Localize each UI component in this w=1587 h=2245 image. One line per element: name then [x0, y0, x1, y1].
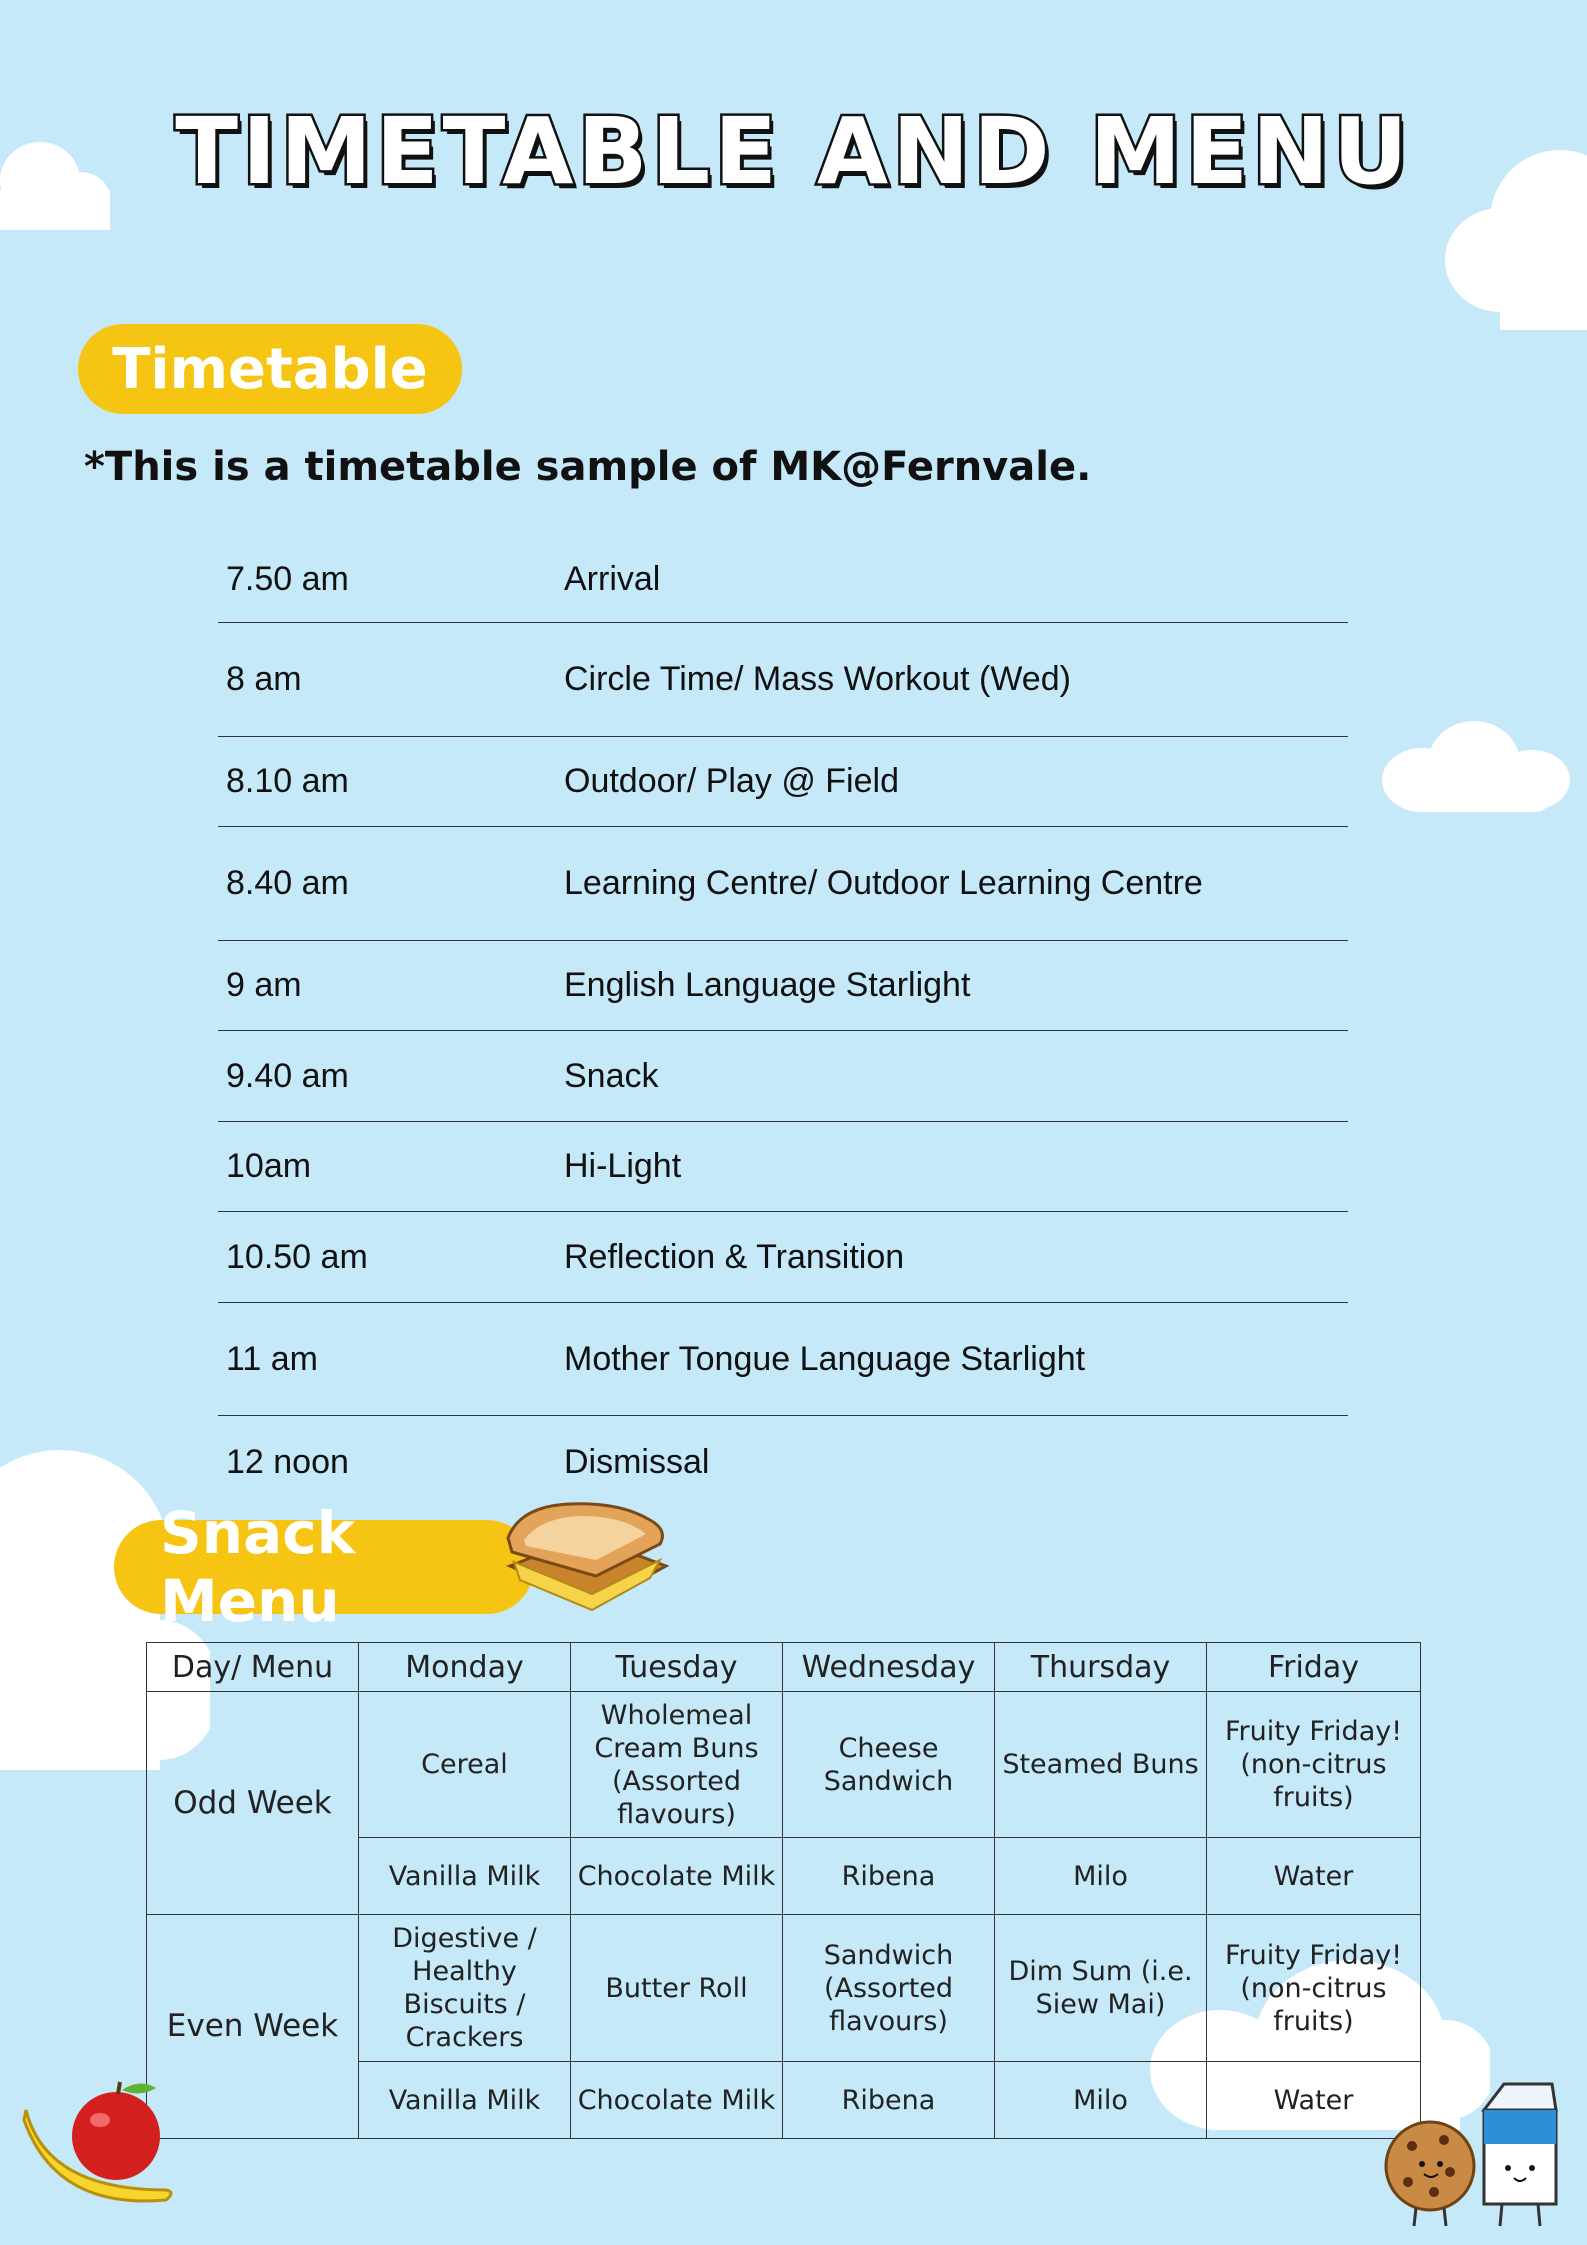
timetable-activity: Dismissal	[564, 1442, 710, 1481]
table-row	[147, 1915, 1421, 2062]
timetable-row	[218, 1416, 1348, 1508]
snack-menu-heading: Snack Menu	[114, 1520, 534, 1614]
table-cell: Chocolate Milk	[571, 1838, 783, 1915]
timetable-list	[218, 536, 1348, 1508]
table-cell: Dim Sum (i.e. Siew Mai)	[995, 1915, 1207, 2062]
table-cell: Cheese Sandwich	[783, 1692, 995, 1838]
table-cell: Water	[1207, 1838, 1421, 1915]
table-cell: Milo	[995, 1838, 1207, 1915]
timetable-activity: Circle Time/ Mass Workout (Wed)	[564, 660, 1071, 698]
table-row	[147, 1692, 1421, 1838]
table-cell: Vanilla Milk	[359, 1838, 571, 1915]
timetable-activity: English Language Starlight	[564, 966, 971, 1004]
table-cell: Chocolate Milk	[571, 2062, 783, 2139]
timetable-activity: Snack	[564, 1056, 659, 1095]
table-header: Monday	[359, 1643, 571, 1692]
timetable-activity: Hi-Light	[564, 1147, 682, 1185]
timetable-activity: Learning Centre/ Outdoor Learning Centre	[564, 864, 1203, 902]
table-cell: Ribena	[783, 2062, 995, 2139]
table-cell: Ribena	[783, 1838, 995, 1915]
timetable-activity: Mother Tongue Language Starlight	[564, 1339, 1086, 1378]
timetable-row	[218, 536, 1348, 623]
table-cell: Steamed Buns	[995, 1692, 1207, 1838]
timetable-time: 8.40 am	[226, 864, 349, 902]
cloud-icon	[1382, 718, 1572, 813]
timetable-time: 10.50 am	[226, 1237, 368, 1276]
timetable-row	[218, 1031, 1348, 1122]
milk-carton-icon	[1474, 2080, 1564, 2230]
table-cell: Milo	[995, 2062, 1207, 2139]
table-header: Tuesday	[571, 1643, 783, 1692]
even-week-label: Even Week	[147, 1915, 359, 2139]
timetable-row	[218, 827, 1348, 941]
timetable-time: 8 am	[226, 660, 302, 698]
table-header: Thursday	[995, 1643, 1207, 1692]
timetable-time: 8.10 am	[226, 762, 349, 800]
table-cell: Water	[1207, 2062, 1421, 2139]
fruit-icon	[16, 2080, 186, 2210]
sandwich-icon	[500, 1496, 672, 1620]
timetable-activity: Reflection & Transition	[564, 1237, 905, 1276]
timetable-time: 11 am	[226, 1339, 318, 1378]
table-cell: Fruity Friday! (non-citrus fruits)	[1207, 1915, 1421, 2062]
table-cell: Sandwich (Assorted flavours)	[783, 1915, 995, 2062]
timetable-activity: Outdoor/ Play @ Field	[564, 762, 899, 800]
odd-week-label: Odd Week	[147, 1692, 359, 1915]
timetable-heading: Timetable	[78, 324, 462, 414]
timetable-time: 10am	[226, 1147, 312, 1185]
table-cell: Digestive / Healthy Biscuits / Crackers	[359, 1915, 571, 2062]
table-cell: Fruity Friday! (non-citrus fruits)	[1207, 1692, 1421, 1838]
table-cell: Wholemeal Cream Buns (Assorted flavours)	[571, 1692, 783, 1838]
table-header: Friday	[1207, 1643, 1421, 1692]
snack-menu-table	[146, 1642, 1421, 2139]
timetable-note: *This is a timetable sample of MK@Fernvale.	[84, 444, 1092, 490]
timetable-row	[218, 737, 1348, 827]
timetable-row	[218, 623, 1348, 737]
table-cell: Vanilla Milk	[359, 2062, 571, 2139]
timetable-row	[218, 1122, 1348, 1212]
timetable-time: 9 am	[226, 966, 302, 1004]
table-cell: Butter Roll	[571, 1915, 783, 2062]
timetable-time: 7.50 am	[226, 559, 349, 598]
timetable-activity: Arrival	[564, 559, 661, 598]
timetable-time: 12 noon	[226, 1442, 349, 1481]
table-header: Wednesday	[783, 1643, 995, 1692]
table-cell: Cereal	[359, 1692, 571, 1838]
timetable-row	[218, 1303, 1348, 1416]
cookie-icon	[1380, 2110, 1480, 2230]
timetable-time: 9.40 am	[226, 1056, 349, 1095]
timetable-row	[218, 1212, 1348, 1303]
page-title: TIMETABLE AND MENU	[175, 98, 1412, 205]
table-header: Day/ Menu	[147, 1643, 359, 1692]
timetable-row	[218, 941, 1348, 1031]
